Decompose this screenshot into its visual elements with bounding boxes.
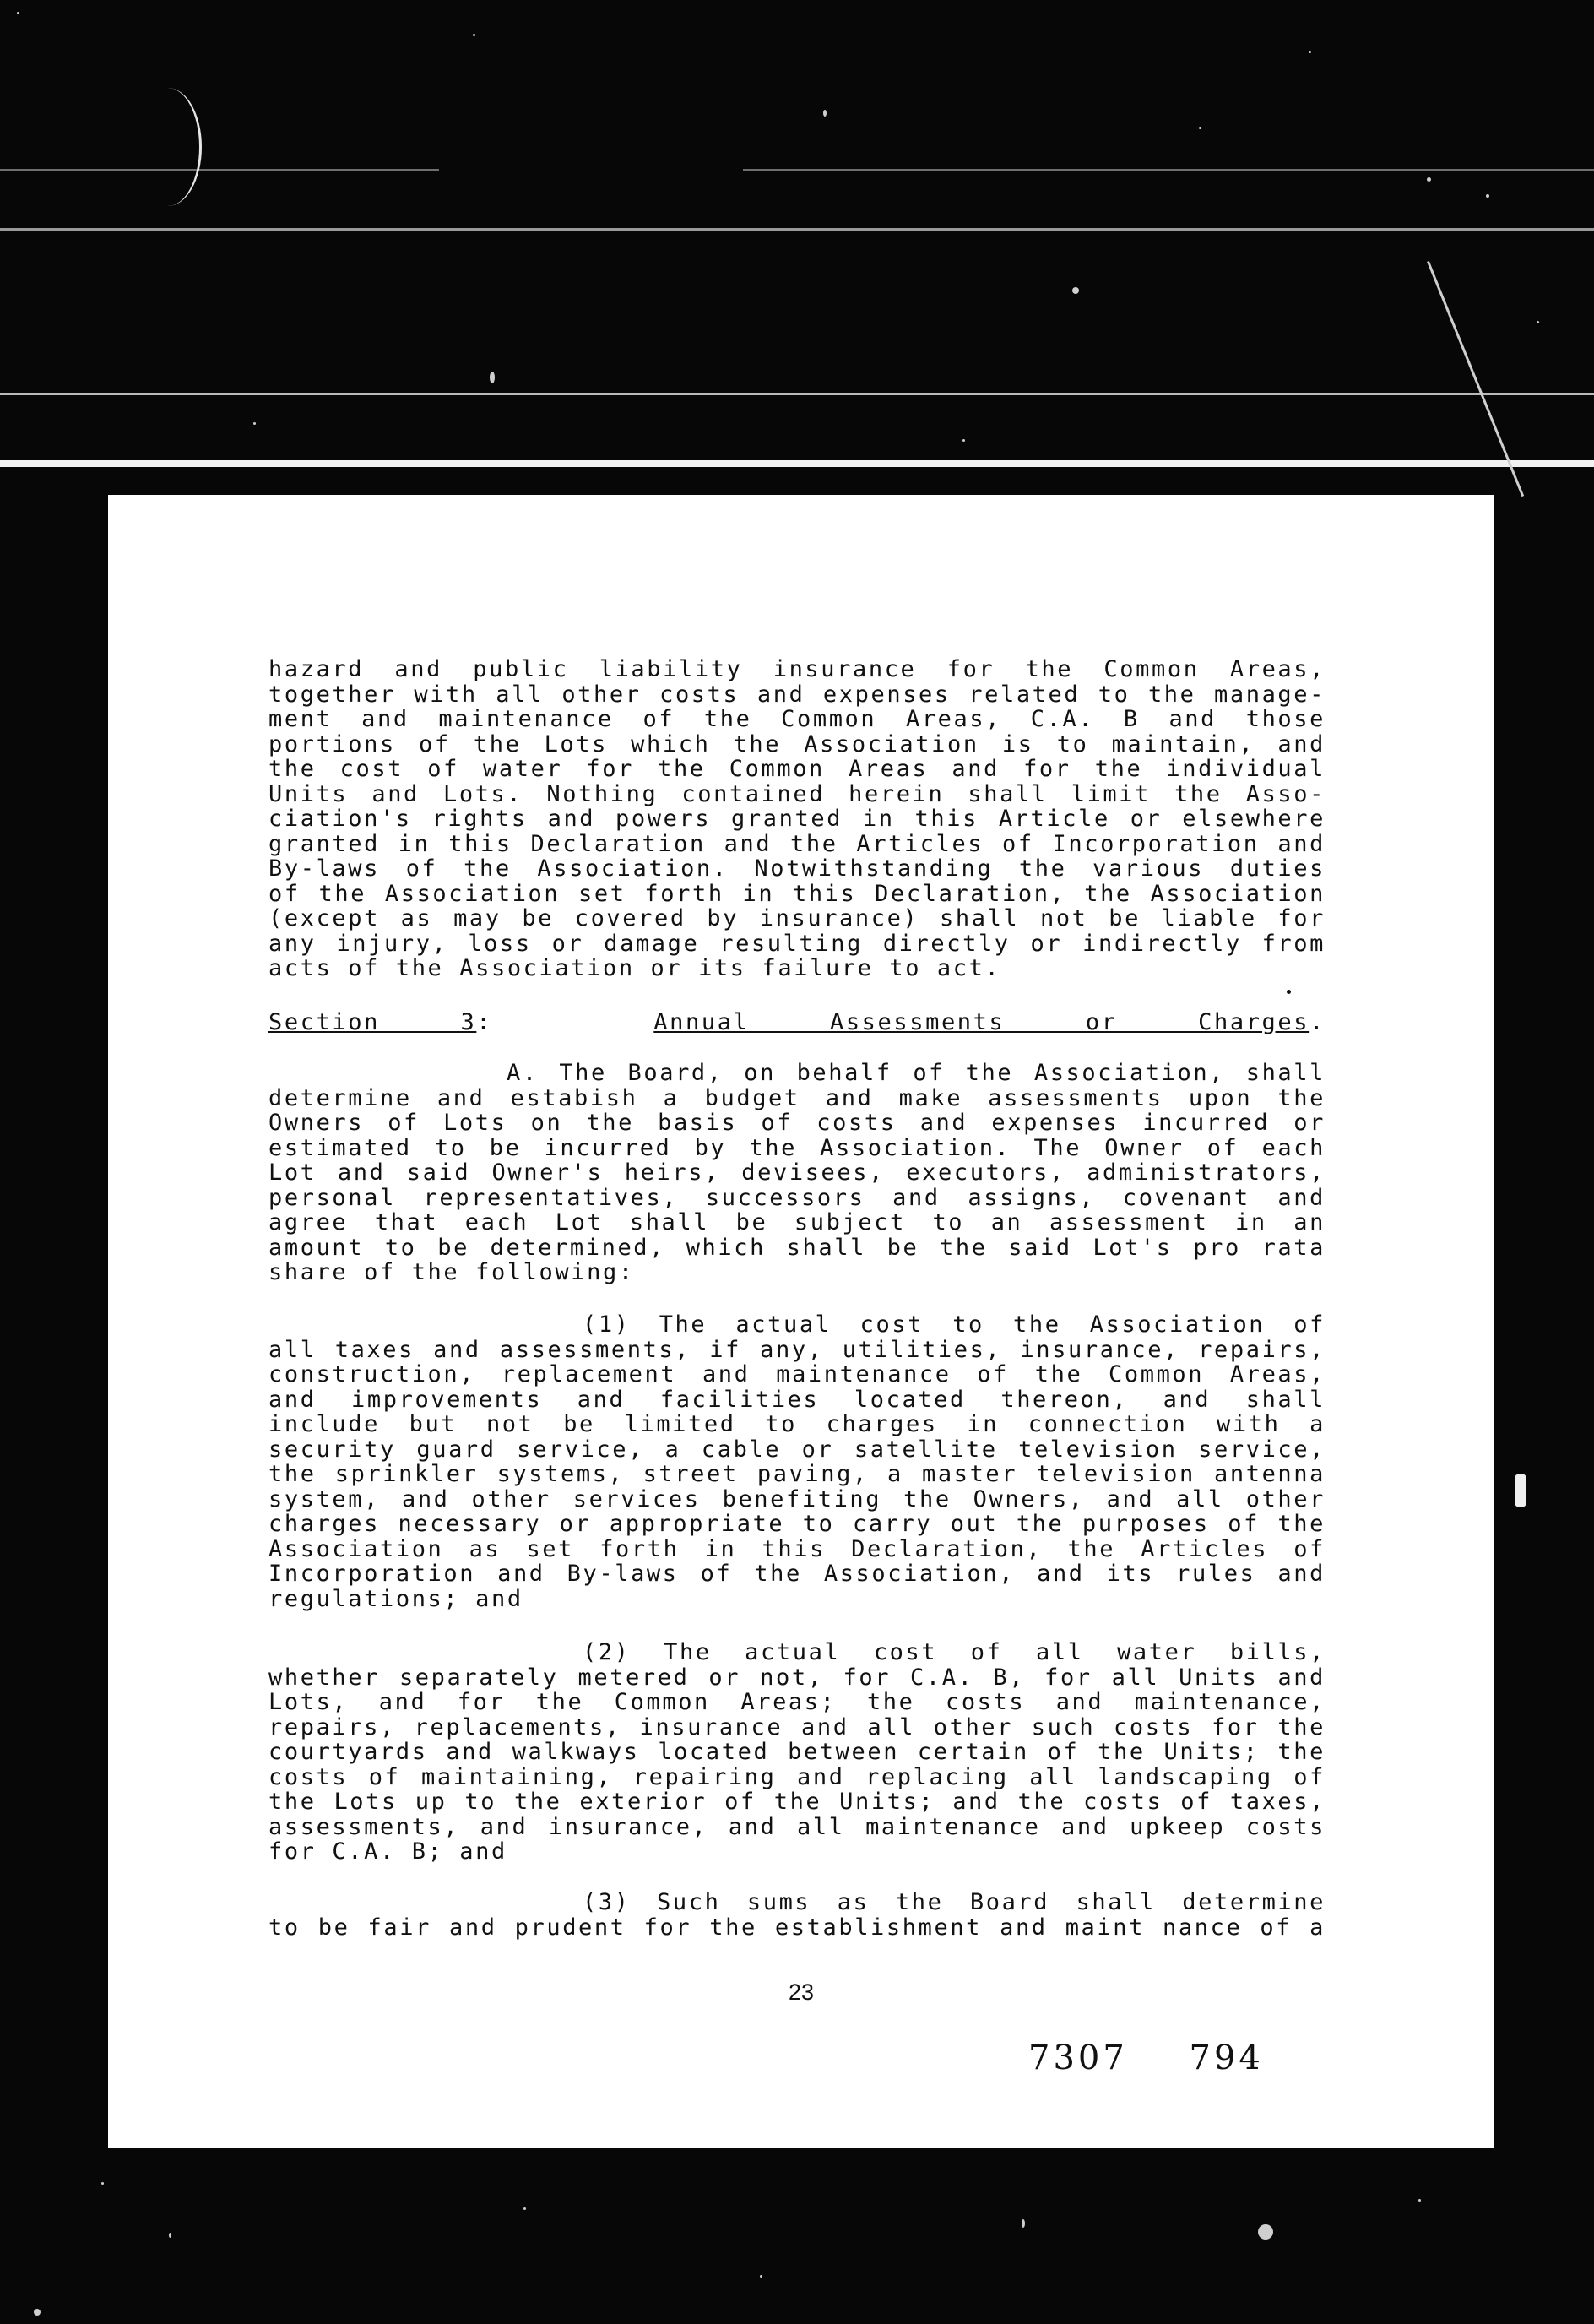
text-line: (except as may be covered by insurance) shall not be liable for xyxy=(268,905,1326,931)
text-line: the cost of water for the Common Areas and for the individual xyxy=(268,756,1326,782)
text-line: Owners of Lots on the basis of costs and expenses incurred or xyxy=(268,1110,1326,1136)
book-page-reference: 7307 794 xyxy=(1028,2039,1264,2077)
text-line: determine and estabish a budget and make assessments upon the xyxy=(268,1084,1326,1111)
text-line: amount to be determined, which shall be the said Lot's pro rata xyxy=(268,1234,1326,1261)
paragraph-insurance-costs xyxy=(268,657,1326,981)
document-page xyxy=(108,495,1494,2148)
text-line: personal representatives, successors and assigns, covenant and xyxy=(268,1184,1326,1211)
text-line: (2) The actual cost of all water bills, xyxy=(583,1639,1326,1665)
text-line: Incorporation and By-laws of the Association, and its rules and xyxy=(268,1561,1326,1587)
section-title: Annual Assessments or Charges xyxy=(653,1009,1310,1035)
text-line: repairs, replacements, insurance and all other such costs for the xyxy=(268,1713,1326,1740)
text-line: of the Association set forth in this Declaration, the Association xyxy=(268,880,1326,907)
text-line: to be fair and prudent for the establishment and maint nance of a xyxy=(268,1914,1326,1941)
text-line: agree that each Lot shall be subject to an assessment in an xyxy=(268,1209,1326,1235)
text-line: Units and Lots. Nothing contained herein shall limit the Asso- xyxy=(268,780,1326,807)
text-line: (3) Such sums as the Board shall determine xyxy=(583,1889,1326,1915)
section-end: . xyxy=(1309,1009,1326,1035)
text-line: and improvements and facilities located thereon, and shall xyxy=(268,1386,1326,1413)
text-line: (1) The actual cost to the Association of xyxy=(583,1311,1326,1338)
text-line: the sprinkler systems, street paving, a master television antenna xyxy=(268,1461,1326,1487)
text-line: any injury, loss or damage resulting directly or indirectly from xyxy=(268,930,1326,957)
section-number: Section 3 xyxy=(268,1009,477,1035)
text-line: Association as set forth in this Declaration, the Articles of xyxy=(268,1535,1326,1562)
text-line: Lots, and for the Common Areas; the costs and maintenance, xyxy=(268,1689,1326,1715)
text-line: security guard service, a cable or satellite television service, xyxy=(268,1436,1326,1463)
scanner-background-bottom xyxy=(0,2148,1594,2324)
text-line: regulations; and xyxy=(268,1585,523,1612)
text-line: portions of the Lots which the Association is to maintain, and xyxy=(268,730,1326,757)
text-line: ciation's rights and powers granted in this Article or elsewhere xyxy=(268,806,1326,832)
text-line: granted in this Declaration and the Articles of Incorporation and xyxy=(268,830,1326,857)
text-line: system, and other services benefiting the Owners, and all other xyxy=(268,1485,1326,1512)
text-line: for C.A. B; and xyxy=(268,1838,507,1865)
section-heading-block xyxy=(268,1010,1326,1035)
stray-mark xyxy=(1287,990,1291,994)
text-line: charges necessary or appropriate to carry out the purposes of the xyxy=(268,1511,1326,1537)
paragraph-a-budget xyxy=(268,1061,1326,1285)
section-separator: : xyxy=(476,1009,493,1035)
text-line: costs of maintaining, repairing and replacing all landscaping of xyxy=(268,1763,1326,1790)
text-line: estimated to be incurred by the Association. The Owner of each xyxy=(268,1134,1326,1161)
scanner-background xyxy=(0,0,1594,473)
handwritten-bracket-mark xyxy=(165,88,202,206)
text-line: construction, replacement and maintenance of the Common Areas, xyxy=(268,1361,1326,1387)
page-number: 23 xyxy=(788,1979,815,2005)
text-line: together with all other costs and expenses related to the manage- xyxy=(268,681,1326,708)
text-line: acts of the Association or its failure to act. xyxy=(268,955,1001,981)
text-line: hazard and public liability insurance for the Common Areas, xyxy=(268,656,1326,682)
text-line: Lot and said Owner's heirs, devisees, executors, administrators, xyxy=(268,1159,1326,1186)
item-2-water-bills xyxy=(268,1640,1326,1865)
text-line: all taxes and assessments, if any, utilities, insurance, repairs, xyxy=(268,1336,1326,1363)
text-line: ment and maintenance of the Common Areas, C.A. B and those xyxy=(268,706,1326,732)
text-line: share of the following: xyxy=(268,1259,635,1285)
text-line: courtyards and walkways located between certain of the Units; the xyxy=(268,1739,1326,1765)
text-line: whether separately metered or not, for C.A. B, for all Units and xyxy=(268,1664,1326,1691)
text-line: assessments, and insurance, and all maintenance and upkeep costs xyxy=(268,1813,1326,1840)
text-line: A. The Board, on behalf of the Association, shall xyxy=(507,1060,1326,1086)
text-line: the Lots up to the exterior of the Units; and the costs of taxes, xyxy=(268,1789,1326,1815)
text-line: By-laws of the Association. Notwithstanding the various duties xyxy=(268,855,1326,882)
item-1-actual-cost xyxy=(268,1312,1326,1611)
item-3-reserve-sums xyxy=(268,1890,1326,1940)
section-heading xyxy=(268,1010,1326,1035)
scan-artifact-mark xyxy=(1515,1474,1526,1507)
text-line: include but not be limited to charges in connection with a xyxy=(268,1411,1326,1437)
